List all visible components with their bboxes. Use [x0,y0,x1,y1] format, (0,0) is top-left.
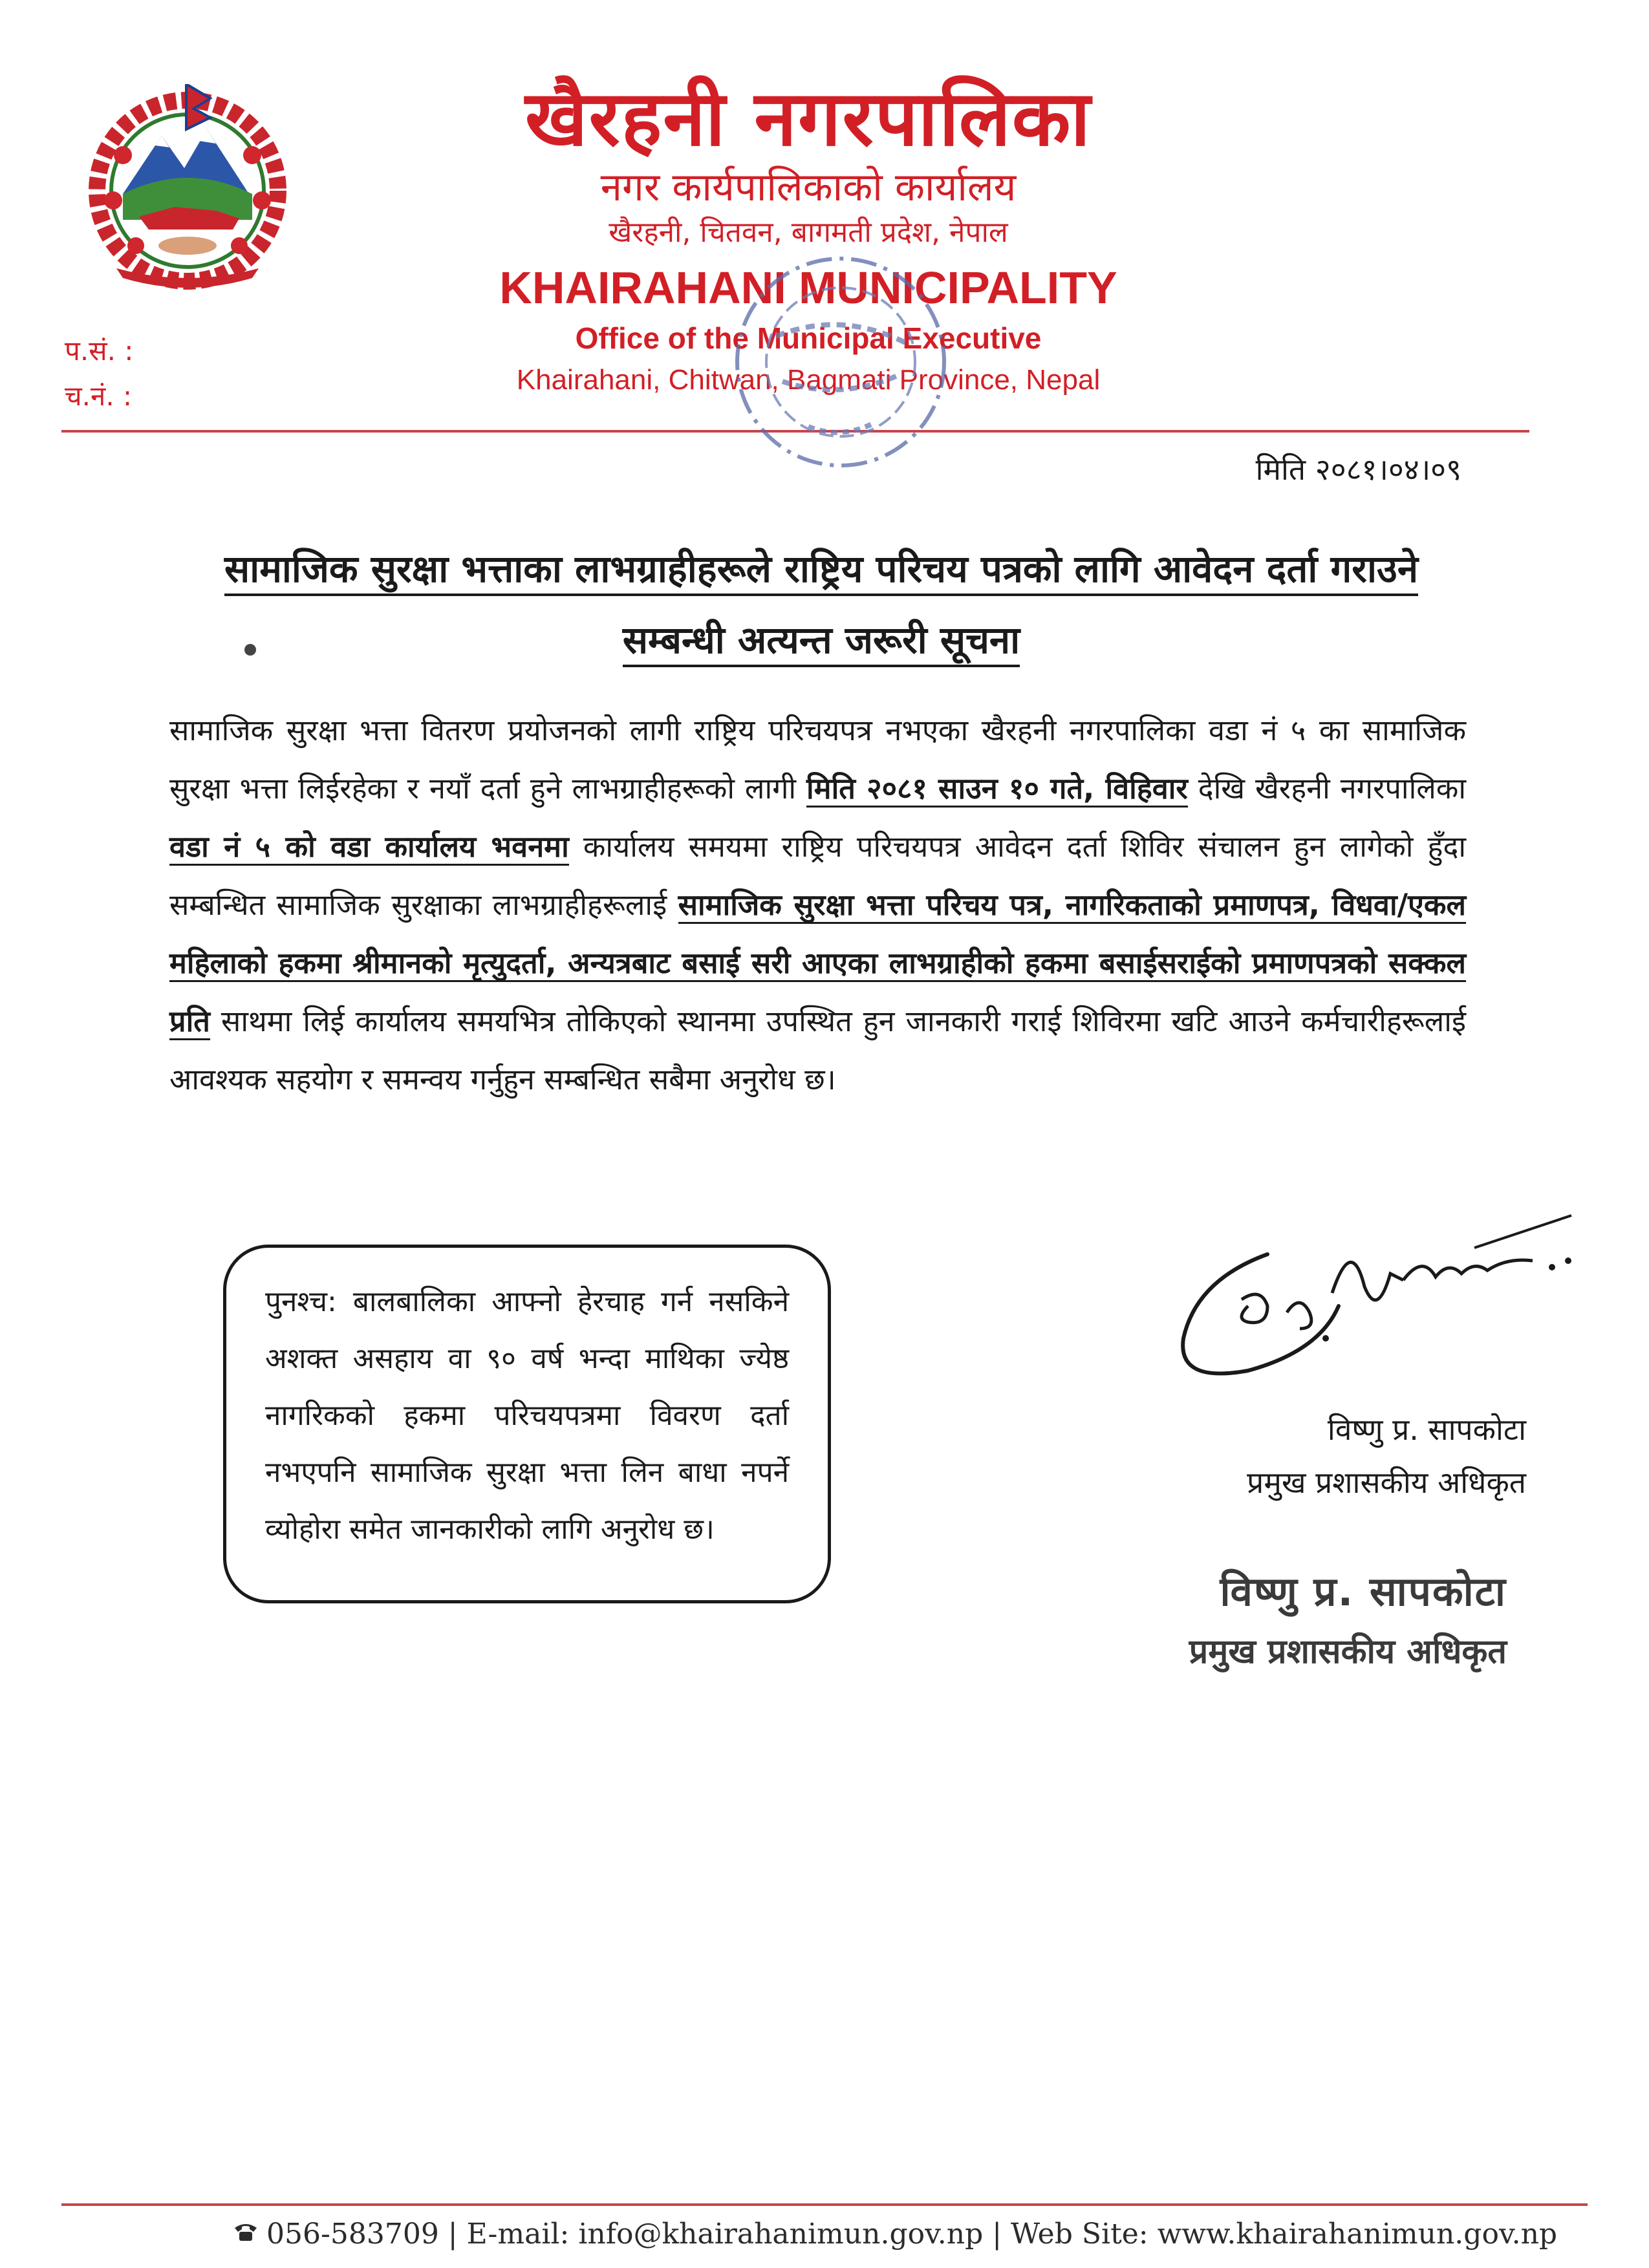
body-text-3: कार्यालय समयमा राष्ट्रिय परिचयपत्र आवेदन दर्ता शिविर संचालन हुन लागेको हुँदा सम्बन्धित सामाजिक सुरक्षाका लाभग्राहीहरूलाई [169,829,1466,922]
notice-title-line-1 [142,543,1500,595]
municipality-name-english: KHAIRAHANI MUNICIPALITY [499,262,1117,313]
letter-number-label: प.सं. : [65,335,134,367]
postscript-box [223,1245,831,1603]
required-documents-highlight: सामाजिक सुरक्षा भत्ता परिचय पत्र, नागरिकताको प्रमाणपत्र, विधवा/एकल महिलाको हकमा श्रीमानको मृत्युदर्ता, अन्यत्रबाट बसाई सरी आएका लाभग्राहीको हकमा बसाईसराईको प्रमाणपत्रको सक्कल प्रति [169,888,1466,1040]
signatory-designation: प्रमुख प्रशासकीय अधिकृत [1247,1465,1526,1500]
office-seal-stamp [724,233,957,491]
camp-venue-highlight: वडा नं ५ को वडा कार्यालय भवनमा [169,829,569,866]
notice-title-line-1-text: सामाजिक सुरक्षा भत्ताका लाभग्राहीहरूले राष्ट्रिय परिचय पत्रको लागि आवेदन दर्ता गराउने [224,547,1418,596]
body-text-2: देखि खैरहनी नगरपालिका [1198,771,1466,806]
name-stamp: विष्णु प्र. सापकोटा [1220,1568,1507,1615]
address-nepali: खैरहनी, चितवन, बागमती प्रदेश, नेपाल [609,216,1008,249]
office-name-nepali: नगर कार्यपालिकाको कार्यालय [600,165,1017,210]
address-english: Khairahani, Chitwan, Bagmati Province, Nepal [516,364,1101,396]
footer-divider [61,2203,1588,2206]
camp-date-highlight: मिति २०८१ साउन १० गते, विहिवार [806,771,1188,808]
ink-dot [244,644,256,656]
dispatch-number-label: च.नं. : [65,380,133,412]
footer-contact-text: 056-583709 | E-mail: info@khairahanimun.gov.np | Web Site: www.khairahanimun.gov.np [266,2218,1558,2251]
postscript-text: पुनश्च: बालबालिका आफ्नो हेरचाह गर्न नसकिने अशक्त असहाय वा ९० वर्ष भन्दा माथिका ज्येष्ठ नागरिकको हकमा परिचयपत्रमा विवरण दर्ता नभएपनि सामाजिक सुरक्षा भत्ता लिन बाधा नपर्ने व्योहोरा समेत जानकारीको लागि अनुरोध छ। [265,1285,789,1546]
nepal-emblem-icon [78,84,297,291]
phone-icon [233,2214,259,2254]
footer-contact [233,2214,1558,2254]
office-name-english: Office of the Municipal Executive [575,321,1042,355]
body-text-4: साथमा लिई कार्यालय समयभित्र तोकिएको स्थानमा उपस्थित हुन जानकारी गराई शिविरमा खटि आउने कर्मचारीहरूलाई आवश्यक सहयोग र समन्वय गर्नुहुन सम्बन्धित सबैमा अनुरोध छ। [169,1004,1466,1097]
issue-date: मिति २०८१।०४।०९ [1255,452,1461,487]
notice-body [169,701,1466,1109]
notice-title-line-2-text: सम्बन्धी अत्यन्त जरूरी सूचना [623,618,1020,667]
municipality-name-nepali: खैरहनी नगरपालिका [524,74,1092,163]
notice-title-line-2 [142,614,1500,666]
handwritten-signature [1170,1209,1584,1403]
body-text-1: सामाजिक सुरक्षा भत्ता वितरण प्रयोजनको लागी राष्ट्रिय परिचयपत्र नभएका खैरहनी नगरपालिका वडा नं ५ का सामाजिक सुरक्षा भत्ता लिईरहेका र नयाँ दर्ता हुने लाभग्राहीहरूको लागी [169,713,1466,806]
designation-stamp: प्रमुख प्रशासकीय अधिकृत [1189,1632,1507,1671]
signatory-name: विष्णु प्र. सापकोटा [1327,1412,1526,1447]
